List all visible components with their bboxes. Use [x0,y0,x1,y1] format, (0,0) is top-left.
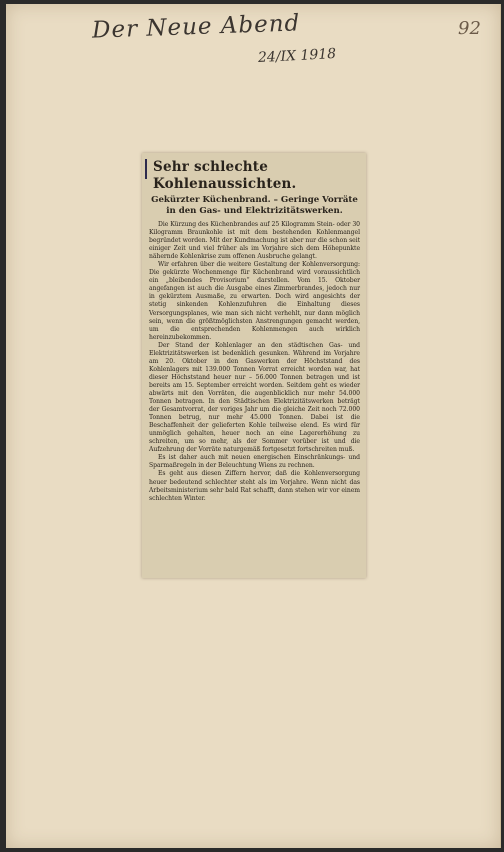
newspaper-clipping [142,153,366,578]
article-paragraph: Wir erfahren über die weitere Gestaltung der Kohlenversorgung: Die gekürzte Wochenmenge für Küchenbrand wird voraussichtlich ein „bleibendes Provisorium“ darstellen. Vom 15. Oktober angefangen ist auch die Ausgabe eines Zimmerbrandes, jedoch nur in gekürztem Ausmaße, zu erwarten. Doch wird angesichts der stetig sinkenden Kohlenzufuhren die Einhaltung dieses Versorgungsplanes, wie man sich nicht verhehlt, nur dann möglich sein, wenn die größtmöglichsten Anstrengungen gemacht werden, um die entsprechenden Kohlenmengen auch wirklich hereinzubekommen. [149,261,360,341]
handwritten-date: 24/IX 1918 [257,45,337,67]
article-subheading: Gekürzter Küchenbrand. – Geringe Vorräte in den Gas- und Elektrizitätswerken. [151,195,358,216]
article-paragraph: Es ist daher auch mit neuen energischen Einschränkungs- und Sparmaßregeln in der Beleuchtung Wiens zu rechnen. [149,454,360,470]
article-paragraph: Es geht aus diesen Ziffern hervor, daß die Kohlenversorgung heuer bedeutend schlechter steht als im Vorjahre. Wenn nicht das Arbeitsministerium sehr bald Rat schafft, dann stehen wir vor einem schlechten Winter. [149,470,360,502]
folio-number: 92 [458,18,481,39]
article-paragraph: Der Stand der Kohlenlager an den städtischen Gas- und Elektrizitätswerken ist bedenklich gesunken. Während im Vorjahre am 20. Oktober in den Gaswerken der Höchststand des Kohlenlagers mit 139.000 Tonnen Vorrat erreicht worden war, hat dieser Höchststand heuer nur – 56.000 Tonnen betragen und ist bereits am 15. September erreicht worden. Seitdem geht es wieder abwärts mit den Vorräten, die augenblicklich nur mehr 54.000 Tonnen betragen. In den Städtischen Elektrizitätswerken beträgt der Gesamtvorrat, der voriges Jahr um die gleiche Zeit noch 72.000 Tonnen betrug, nur mehr 45.000 Tonnen. Dabei ist die Beschaffenheit der gelieferten Kohle teilweise elend. Es wird für unmöglich gehalten, heuer noch an eine Lagererhöhung zu schreiten, um so mehr, als der Sommer vorüber ist und die Aufzehrung der Vorräte naturgemäß fortgesetzt fortschreiten muß. [149,341,360,454]
article-paragraph: Die Kürzung des Küchenbrandes auf 25 Kilogramm Stein- oder 30 Kilogramm Braunkohle ist mit dem bestehenden Kohlenmangel begründet worden. Mit der Kundmachung ist aber nur die schon seit einiger Zeit und viel früher als im Vorjahre sich dem Höhepunkte nähernde Kohlenkrise zum offenen Ausbruche gelangt. [149,221,360,261]
clipping-margin-rule [145,159,147,179]
handwritten-newspaper-name: Der Neue Abend [91,10,301,44]
article-headline: Sehr schlechte Kohlenaussichten. [153,159,297,192]
